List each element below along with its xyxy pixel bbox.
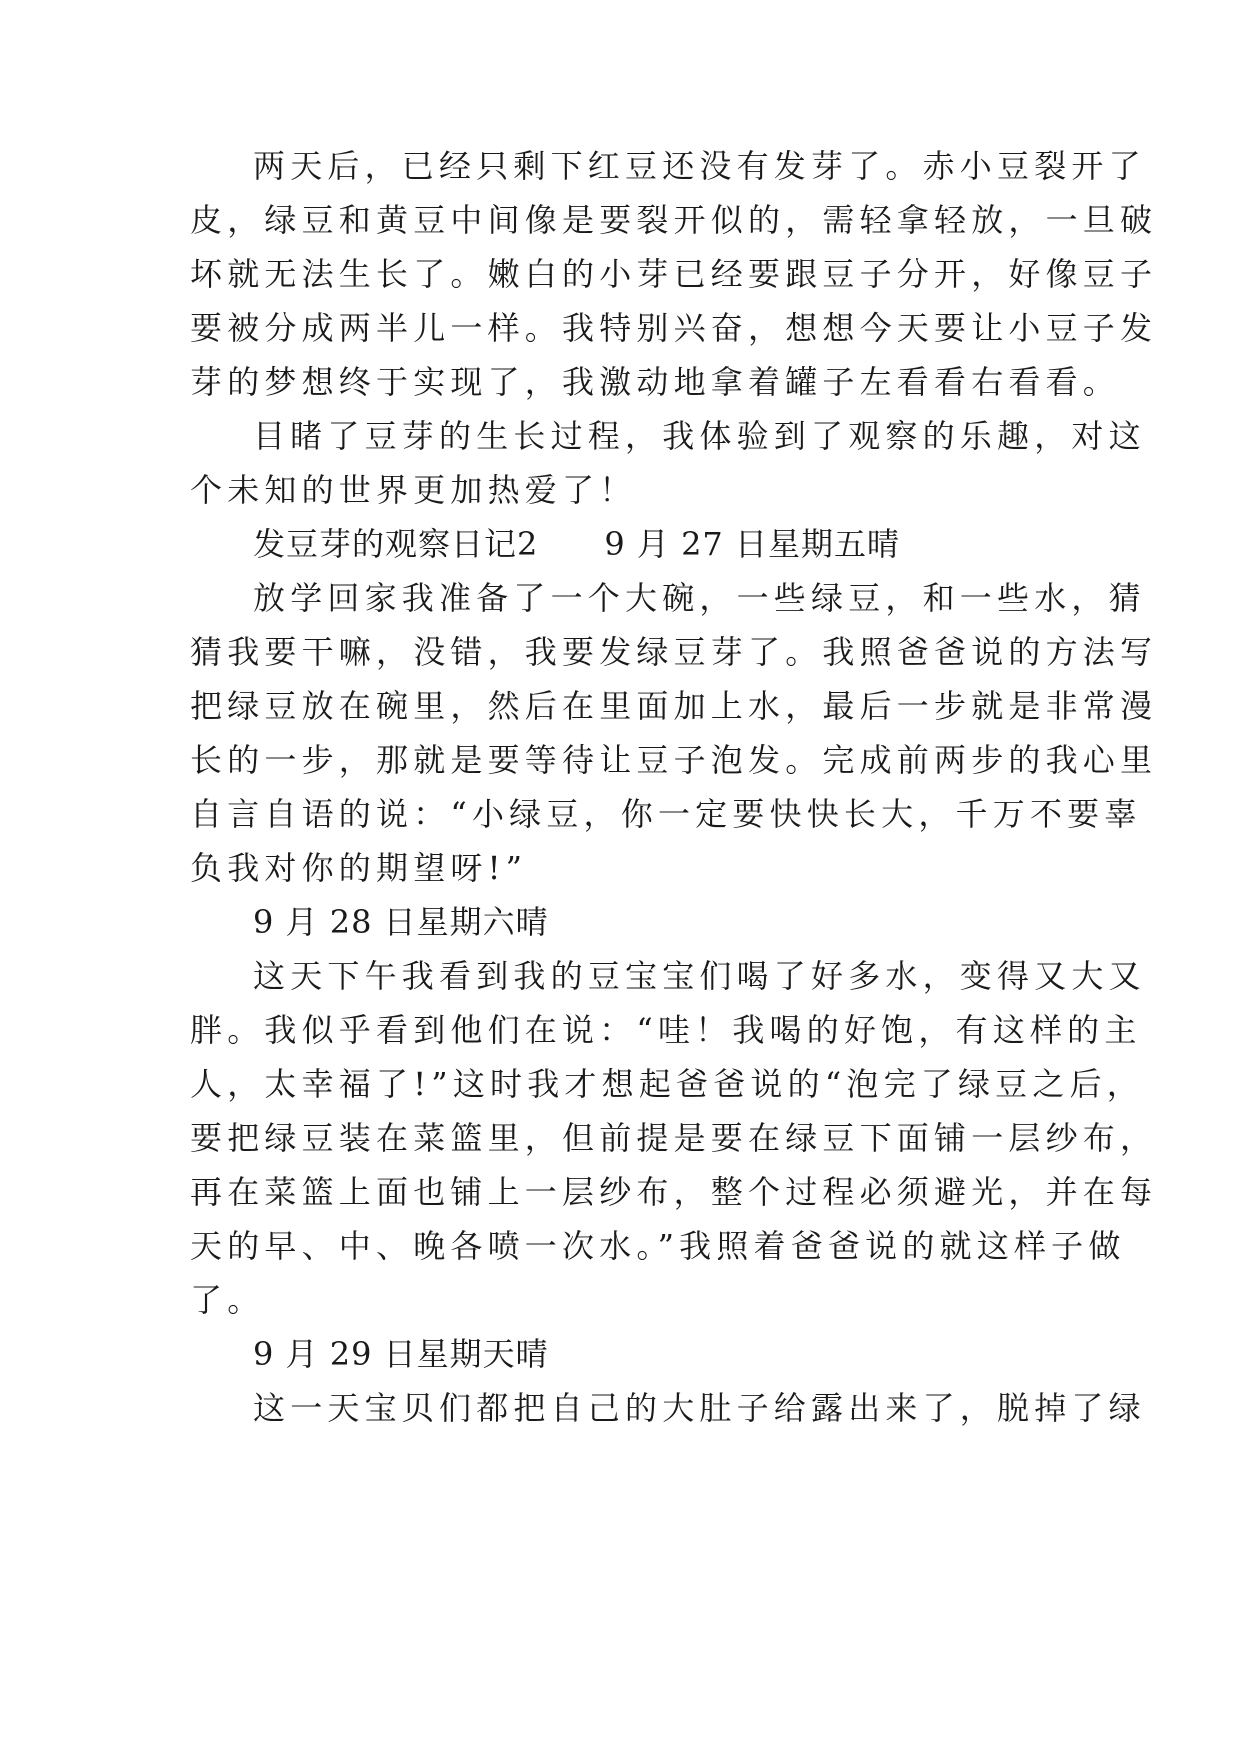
- text-line: 了。: [190, 1281, 265, 1319]
- text-line: 天的早、中、晚各喷一次水。”我照着爸爸说的就这样子做: [190, 1227, 1126, 1265]
- text-line: 目睹了豆芽的生长过程，我体验到了观察的乐趣，对这: [253, 417, 1146, 455]
- text-line: 要把绿豆装在菜篮里，但前提是要在绿豆下面铺一层纱布，: [190, 1119, 1158, 1157]
- text-line: 皮，绿豆和黄豆中间像是要裂开似的，需轻拿轻放，一旦破: [190, 201, 1158, 239]
- text-line: 猜我要干嘛，没错，我要发绿豆芽了。我照爸爸说的方法写: [190, 633, 1158, 671]
- text-line: 个未知的世界更加热爱了！: [190, 471, 637, 509]
- text-line: 胖。我似乎看到他们在说：“哇！我喝的好饱，有这样的主: [190, 1011, 1142, 1049]
- text-line: 负我对你的期望呀!”: [190, 849, 528, 887]
- text-line: 放学回家我准备了一个大碗，一些绿豆，和一些水，猜: [253, 579, 1146, 617]
- text-line: 长的一步，那就是要等待让豆子泡发。完成前两步的我心里: [190, 741, 1158, 779]
- text-line: 要被分成两半儿一样。我特别兴奋，想想今天要让小豆子发: [190, 309, 1158, 347]
- text-line: 自言自语的说：“小绿豆，你一定要快快长大，千万不要辜: [190, 795, 1142, 833]
- date-heading: 9 月 29 日星期天晴: [253, 1335, 549, 1373]
- text-line: 坏就无法生长了。嫩白的小芽已经要跟豆子分开，好像豆子: [190, 255, 1158, 293]
- text-line: 这一天宝贝们都把自己的大肚子给露出来了，脱掉了绿: [253, 1389, 1146, 1427]
- text-line: 人，太幸福了!”这时我才想起爸爸说的“泡完了绿豆之后，: [190, 1065, 1144, 1103]
- text-line: 芽的梦想终于实现了，我激动地拿着罐子左看看右看看。: [190, 363, 1121, 401]
- text-line: 再在菜篮上面也铺上一层纱布，整个过程必须避光，并在每: [190, 1173, 1158, 1211]
- text-line: 这天下午我看到我的豆宝宝们喝了好多水，变得又大又: [253, 957, 1146, 995]
- text-line: 把绿豆放在碗里，然后在里面加上水，最后一步就是非常漫: [190, 687, 1158, 725]
- text-line: 两天后，已经只剩下红豆还没有发芽了。赤小豆裂开了: [253, 147, 1146, 185]
- section-heading: 发豆芽的观察日记2 9 月 27 日星期五晴: [253, 525, 900, 563]
- date-heading: 9 月 28 日星期六晴: [253, 903, 549, 941]
